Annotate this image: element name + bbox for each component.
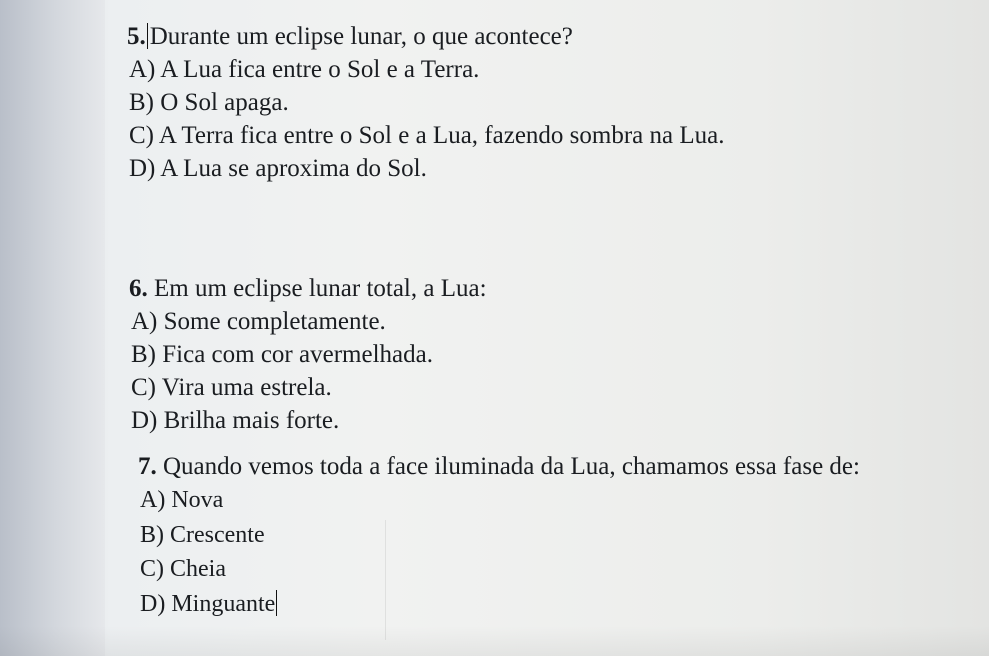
question-6-number: 6. xyxy=(129,275,148,302)
question-6-option-b[interactable]: B) Fica com cor avermelhada. xyxy=(131,341,433,368)
question-5-title xyxy=(127,20,989,53)
question-6-option-d[interactable]: D) Brilha mais forte. xyxy=(131,407,340,434)
question-7-option-d[interactable] xyxy=(138,587,989,622)
bottom-shadow xyxy=(0,626,989,656)
question-5-option-c[interactable]: C) A Terra fica entre o Sol e a Lua, fazendo sombra na Lua. xyxy=(129,122,725,149)
question-6-text[interactable]: Em um eclipse lunar total, a Lua: xyxy=(154,275,487,302)
question-7-option-d-text: D) Minguante xyxy=(140,590,276,617)
question-7 xyxy=(138,450,989,621)
question-5-option-b[interactable]: B) O Sol apaga. xyxy=(129,89,289,116)
question-7-title xyxy=(138,450,989,483)
question-7-number: 7. xyxy=(138,453,157,480)
document-page xyxy=(105,0,989,656)
question-7-option-a[interactable]: A) Nova xyxy=(140,487,224,513)
question-5-text[interactable]: Durante um eclipse lunar, o que acontece? xyxy=(149,23,573,50)
question-7-text[interactable]: Quando vemos toda a face iluminada da Lua, chamamos essa fase de: xyxy=(163,453,860,480)
question-6-option-a[interactable]: A) Some completamente. xyxy=(131,308,386,335)
faint-guide-line xyxy=(385,520,386,640)
page-left-margin xyxy=(0,0,105,656)
question-6-title xyxy=(129,272,989,305)
question-6-option-c[interactable]: C) Vira uma estrela. xyxy=(131,374,332,401)
text-cursor xyxy=(147,23,148,49)
question-7-option-c[interactable]: C) Cheia xyxy=(140,556,226,582)
question-5-number: 5. xyxy=(127,23,146,50)
question-7-option-b[interactable]: B) Crescente xyxy=(140,521,265,548)
question-6 xyxy=(129,272,989,437)
question-5-option-d[interactable]: D) A Lua se aproxima do Sol. xyxy=(129,155,427,182)
text-cursor-end xyxy=(276,590,277,616)
question-5-option-a[interactable]: A) A Lua fica entre o Sol e a Terra. xyxy=(129,56,480,83)
question-5 xyxy=(127,20,989,185)
